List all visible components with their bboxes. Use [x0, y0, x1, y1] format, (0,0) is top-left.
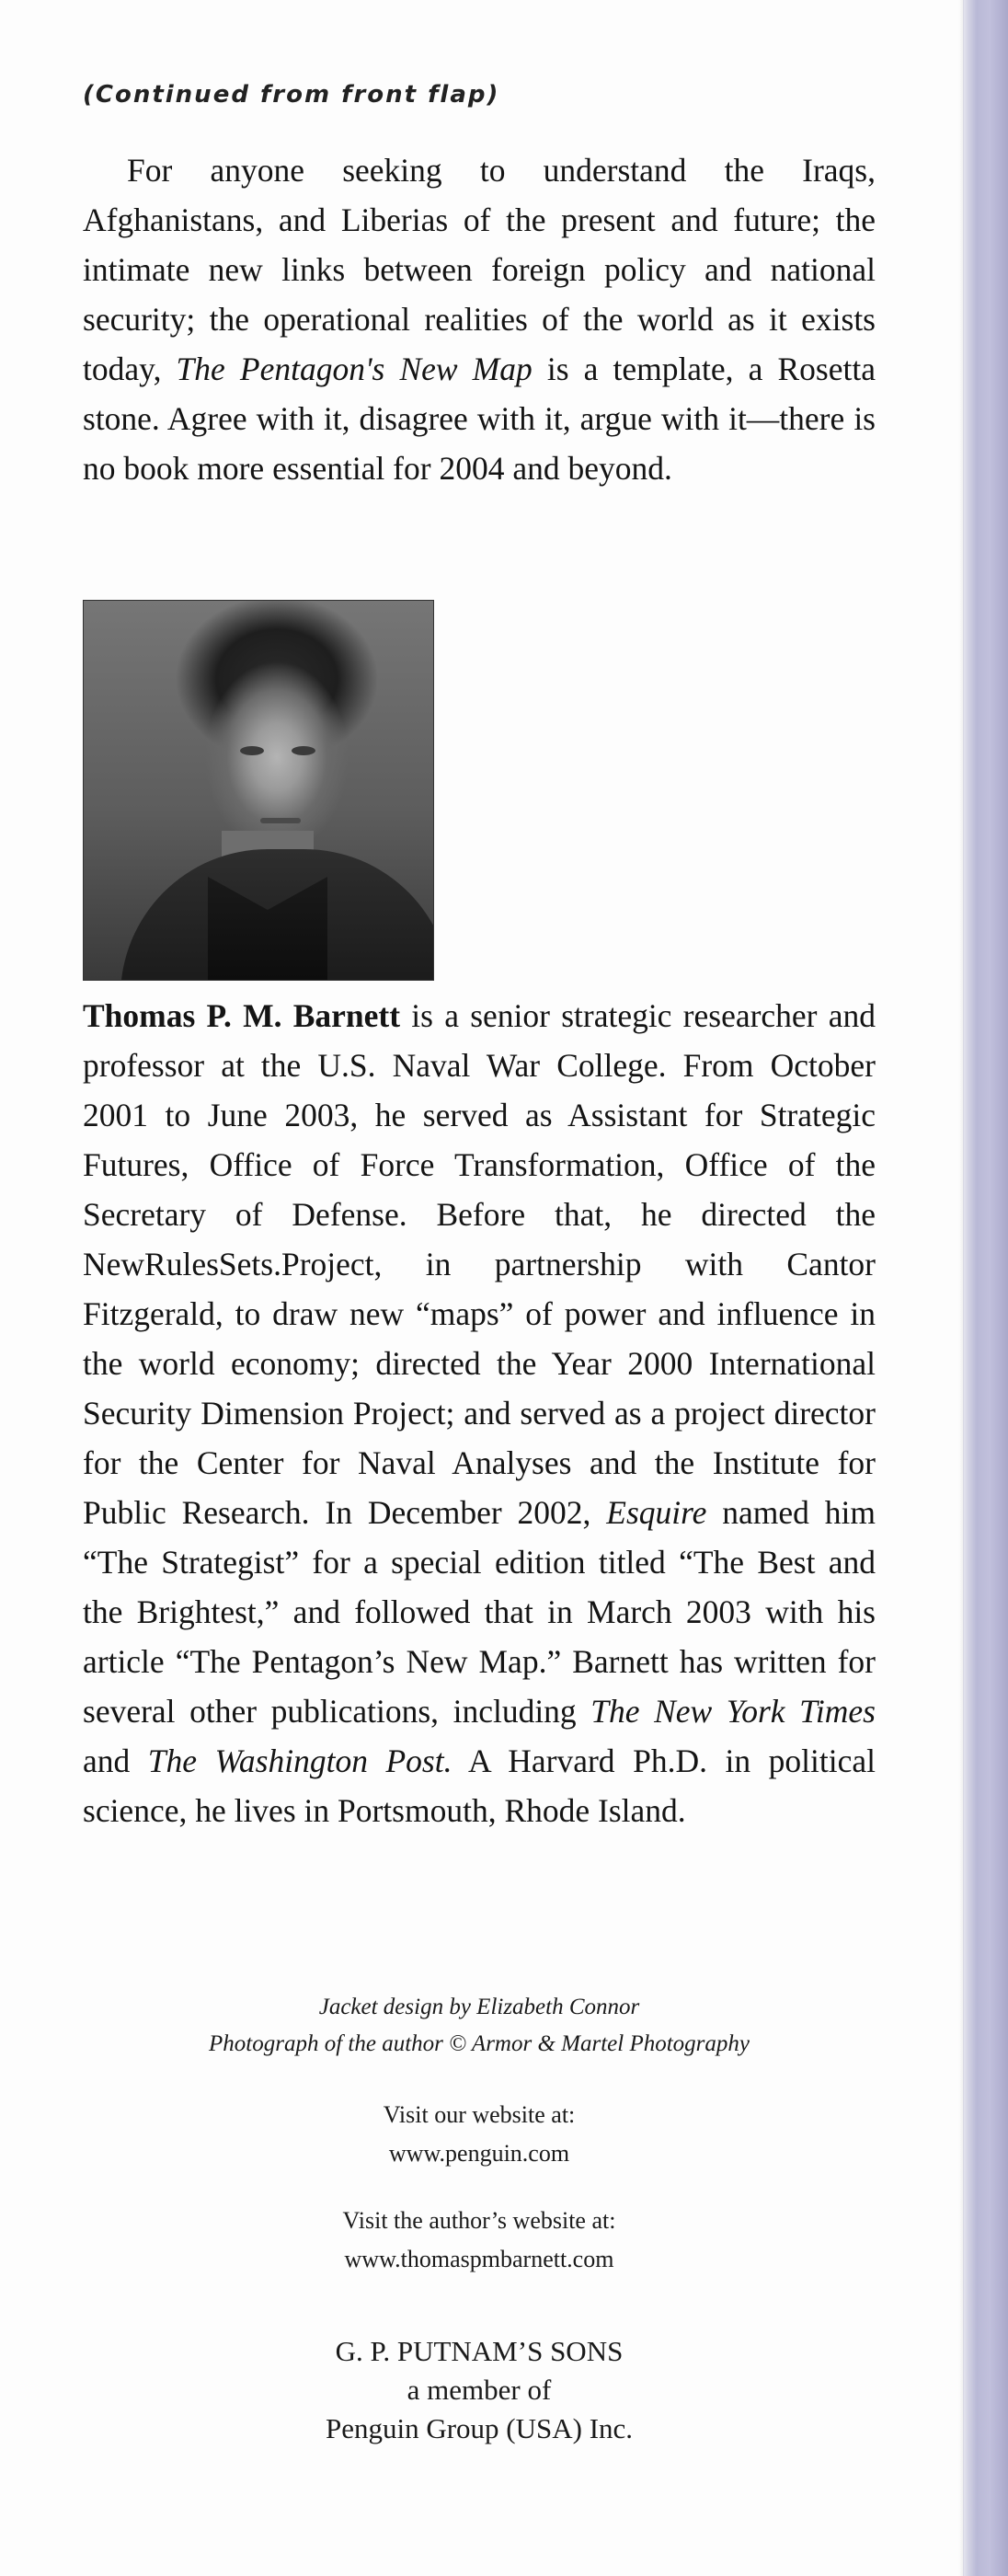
author-website-url[interactable]: www.thomaspmbarnett.com [344, 2246, 614, 2272]
publisher-member-line: a member of [407, 2374, 552, 2406]
publisher-name: G. P. PUTNAM’S SONS [335, 2335, 624, 2367]
book-spine-edge [963, 0, 1008, 2576]
magazine-title: Esquire [606, 1494, 707, 1531]
newspaper-title-1: The New York Times [590, 1693, 876, 1730]
author-bio-paragraph [83, 991, 876, 1835]
publisher-website-block [83, 2096, 876, 2173]
bio-text-4: A Harvard Ph.D. in political science, he lives in Portsmouth, Rhode Island. [83, 1742, 876, 1829]
website-label: Visit our website at: [383, 2101, 576, 2128]
intro-text-part1: For anyone seeking to understand the Iraqs, Afghanistans, and Liberias of the present and future; the intimate new links between foreign policy and national security; the operational realities of the world as it exists today, [83, 152, 876, 387]
book-title: The Pentagon's New Map [176, 351, 533, 387]
author-website-block [83, 2202, 876, 2279]
bio-text-1: is a senior strategic researcher and professor at the U.S. Naval War College. From October 2001 to June 2003, he served as Assistant for Strategic Futures, Office of Force Transformation, Office of the Secretary of Defense. Before that, he directed the NewRulesSets.Project, in partnership with Cantor Fitzgerald, to draw new “maps” of power and influence in the world economy; directed the Year 2000 International Security Dimension Project; and served as a project director for the Center for Naval Analyses and the Institute for Public Research. In December 2002, [83, 997, 876, 1531]
publisher-group: Penguin Group (USA) Inc. [325, 2412, 634, 2444]
bio-text-3: and [83, 1742, 148, 1779]
intro-paragraph [83, 145, 876, 493]
design-credits [83, 1989, 876, 2063]
newspaper-title-2: The Washington Post. [147, 1742, 452, 1779]
website-url[interactable]: www.penguin.com [388, 2140, 570, 2167]
jacket-design-credit: Jacket design by Elizabeth Connor [318, 1995, 640, 2019]
photo-eye-right [292, 746, 315, 755]
continued-from-front-flap: (Continued from front flap) [83, 81, 500, 109]
photo-credit: Photograph of the author © Armor & Martel Photography [209, 2031, 750, 2056]
author-name: Thomas P. M. Barnett [83, 997, 401, 1034]
author-photo [83, 600, 434, 981]
intro-text-part2: is a template, a Rosetta stone. Agree with it, disagree with it, argue with it—there is no book more essential for 2004 and beyond. [83, 351, 876, 487]
bio-text-2: named him “The Strategist” for a special edition titled “The Best and the Brightest,” and followed that in March 2003 with his article “The Pentagon’s New Map.” Barnett has written for several other publications, including [83, 1494, 876, 1730]
photo-eye-left [240, 746, 264, 755]
author-website-label: Visit the author’s website at: [342, 2207, 616, 2234]
photo-mouth [260, 818, 301, 823]
publisher-block [83, 2332, 876, 2448]
